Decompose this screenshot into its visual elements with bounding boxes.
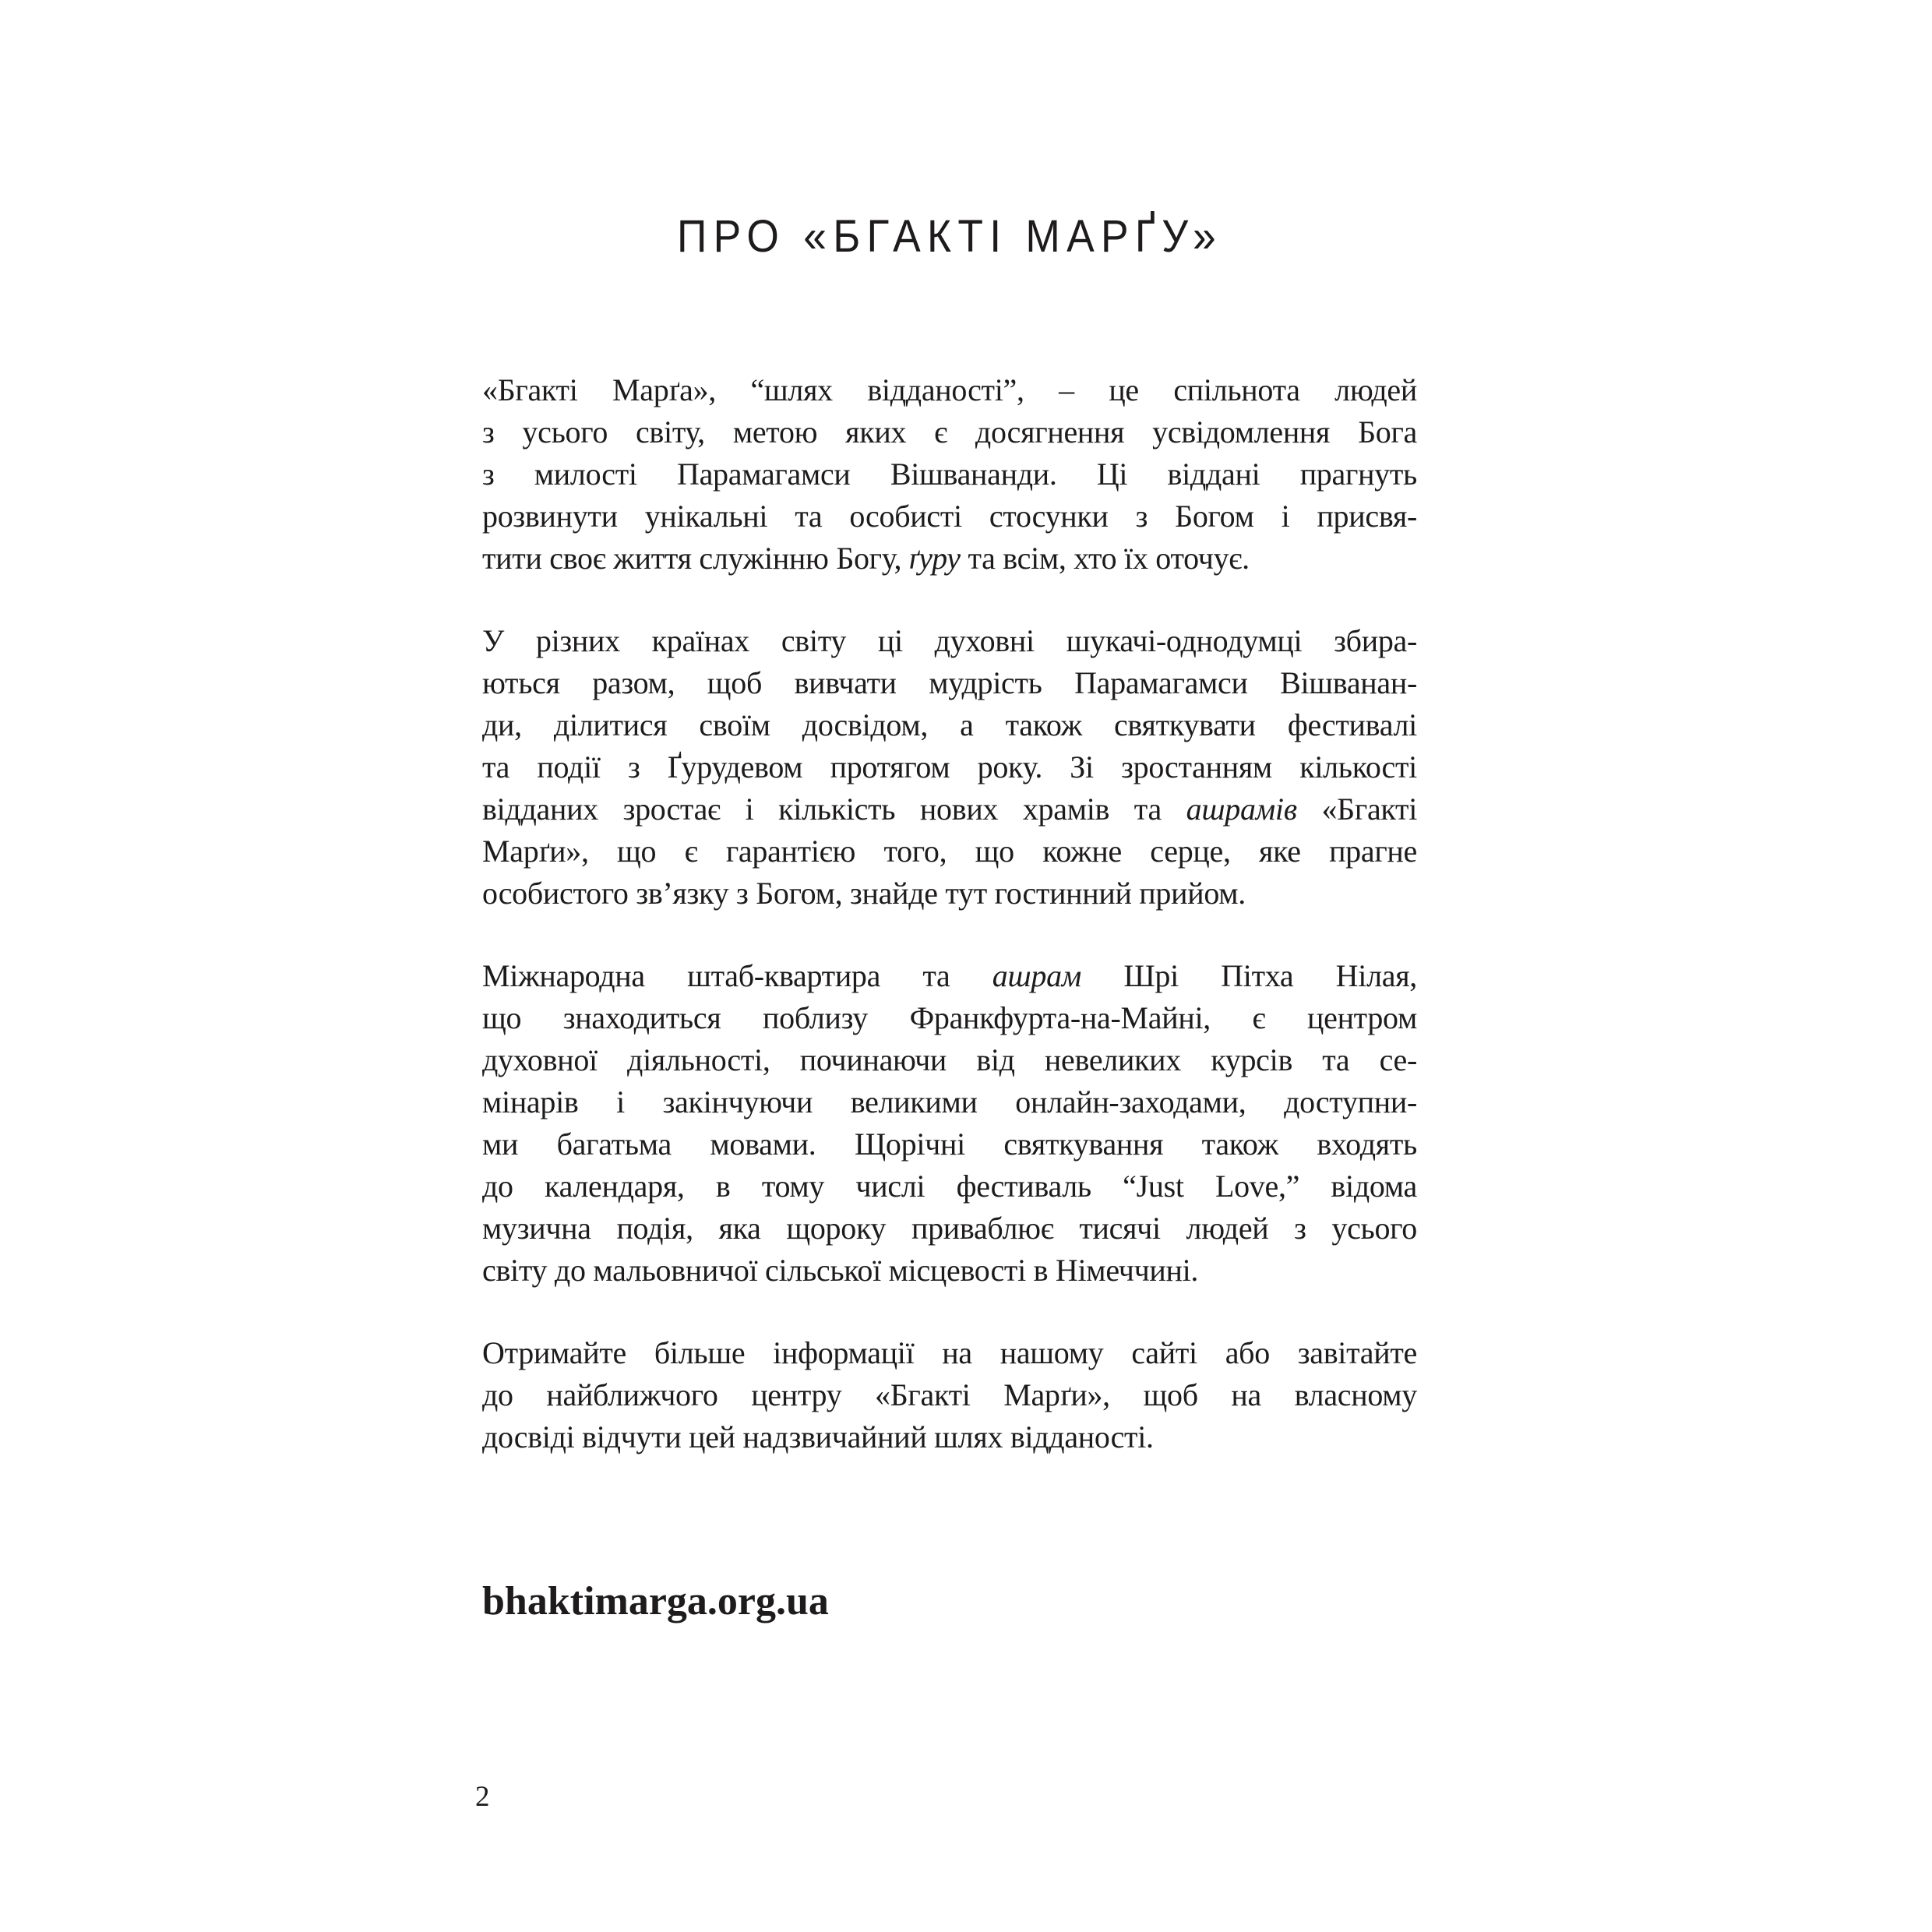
text-line: музична подія, яка щороку приваблює тисячі людей з усього	[482, 1211, 1417, 1246]
text-line: ди, ділитися своїм досвідом, а також святкувати фестивалі	[482, 707, 1417, 742]
text-line: Отримайте більше інформації на нашому сайті або завітайте	[482, 1335, 1417, 1370]
text-line: ються разом, щоб вивчати мудрість Парамагамси Вішванан-	[482, 665, 1417, 700]
paragraph	[482, 369, 1417, 580]
text-line: що знаходиться поблизу Франкфурта-на-Майні, є центром	[482, 1000, 1417, 1035]
page-number: 2	[475, 1781, 490, 1813]
text-line: відданих зростає і кількість нових храмів та ашрамів «Бгакті	[482, 791, 1418, 827]
text-line: світу до мальовничої сільської місцевості в Німеччині.	[482, 1253, 1199, 1288]
paragraph	[482, 1332, 1417, 1458]
body-text	[482, 369, 1417, 1458]
text-line: до календаря, в тому числі фестиваль “Just Love,” відома	[482, 1169, 1417, 1204]
text-line: розвинути унікальні та особисті стосунки з Богом і присвя-	[482, 499, 1417, 534]
text-line: до найближчого центру «Бгакті Марґи», щоб на власному	[482, 1377, 1417, 1412]
website-link[interactable]: bhaktimarga.org.ua	[482, 1579, 829, 1624]
text-line: з милості Парамагамси Вішвананди. Ці віддані прагнуть	[482, 457, 1417, 492]
text-line: «Бгакті Марґа», “шлях відданості”, – це спільнота людей	[482, 372, 1417, 407]
page-title: ПРО «БГАКТІ МАРҐУ»	[677, 211, 1222, 262]
text-line: тити своє життя служінню Богу, ґуру та всім, хто їх оточує.	[482, 541, 1250, 576]
text-line: з усього світу, метою яких є досягнення усвідомлення Бога	[482, 414, 1417, 450]
text-line: досвіді відчути цей надзвичайний шлях відданості.	[482, 1419, 1154, 1454]
text-line: ми багатьма мовами. Щорічні святкування також входять	[482, 1126, 1417, 1162]
text-line: духовної діяльності, починаючи від невеликих курсів та се-	[482, 1042, 1417, 1077]
text-line: та події з Ґурудевом протягом року. Зі зростанням кількості	[482, 749, 1417, 784]
paragraph	[482, 955, 1417, 1292]
text-line: Міжнародна штаб-квартира та ашрам Шрі Пітха Нілая,	[482, 958, 1417, 993]
text-line: Марґи», що є гарантією того, що кожне серце, яке прагне	[482, 834, 1417, 869]
paragraph	[482, 620, 1417, 915]
text-line: особистого зв’язку з Богом, знайде тут гостинний прийом.	[482, 876, 1246, 911]
text-line: У різних країнах світу ці духовні шукачі-однодумці збира-	[482, 623, 1417, 658]
text-line: мінарів і закінчуючи великими онлайн-заходами, доступни-	[482, 1084, 1417, 1119]
